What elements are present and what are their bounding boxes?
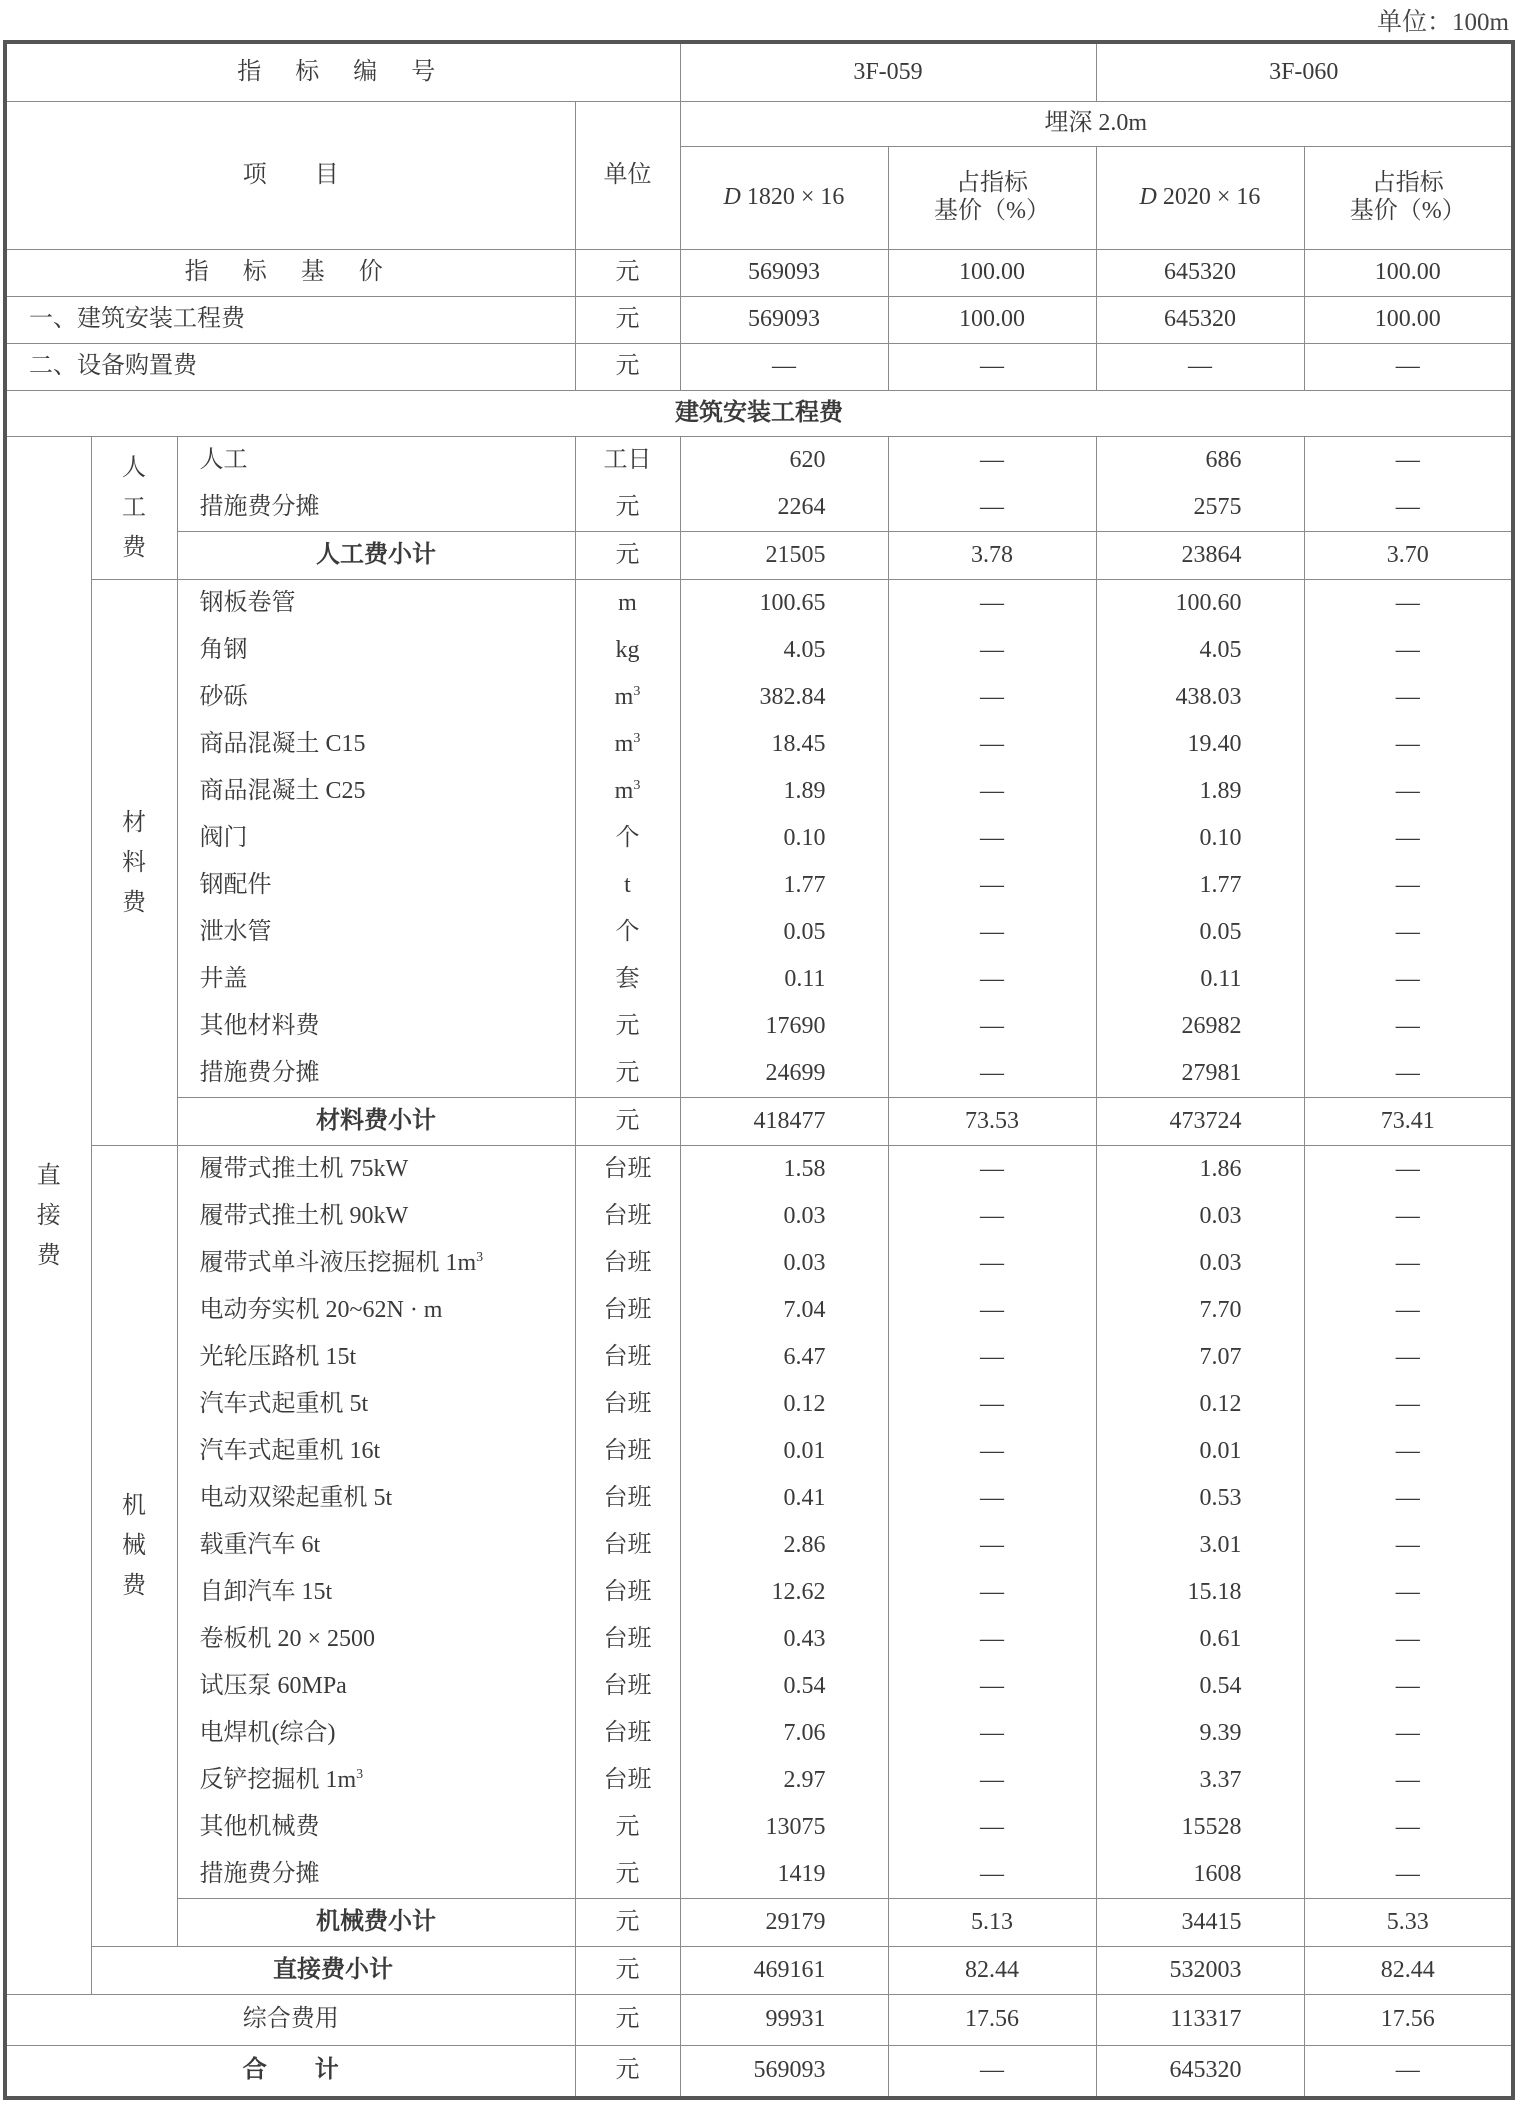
comprehensive-row-label: 综合费用 [5,1995,575,2046]
pct-1: — [888,862,1096,909]
pct-1: — [888,721,1096,768]
table-row [5,1522,1513,1569]
value-1: 1.89 [680,768,888,815]
item-unit: 元 [575,1804,680,1851]
value-1: 1.58 [680,1146,888,1194]
item-unit: 元 [575,1003,680,1050]
value-1: 7.04 [680,1287,888,1334]
value-2: 7.07 [1096,1334,1304,1381]
item-name: 其他机械费 [177,1804,575,1851]
value-1: 13075 [680,1804,888,1851]
header-row-codes [5,42,1513,102]
value-1: 0.03 [680,1193,888,1240]
table-row [5,1851,1513,1899]
value-1: 2.86 [680,1522,888,1569]
total-row: 合 计 元 569093 — 645320 — [5,2046,1513,2099]
pct-1: — [888,1851,1096,1899]
pct-2-header: 占指标 基价（%） [1304,147,1513,250]
table-row [5,909,1513,956]
table-row [5,815,1513,862]
pct-1: — [888,768,1096,815]
comprehensive-row: 综合费用 元 99931 17.56 113317 17.56 [5,1995,1513,2046]
value-1: 7.06 [680,1710,888,1757]
table-row [5,1569,1513,1616]
value-1: 2.97 [680,1757,888,1804]
subtotal-label: 人工费小计 [177,532,575,580]
table-row [5,1381,1513,1428]
cost-index-table [3,40,1515,2100]
depth-header: 埋深 2.0m [680,102,1513,147]
pct-2: — [1304,1050,1513,1098]
pct-1: — [888,909,1096,956]
value-2: 1.89 [1096,768,1304,815]
table-row-equipment: 二、设备购置费 元 — — — — [5,344,1513,391]
value-2: 15.18 [1096,1569,1304,1616]
pct-2: — [1304,1522,1513,1569]
pct-1: — [888,1757,1096,1804]
pct-1: — [888,1710,1096,1757]
value-2: 0.03 [1096,1240,1304,1287]
table-row [5,1146,1513,1194]
value-2: 0.53 [1096,1475,1304,1522]
value-2: 9.39 [1096,1710,1304,1757]
value-1: 0.11 [680,956,888,1003]
value-1: 2264 [680,484,888,532]
table-row-base-price: 指 标 基 价 元 569093 100.00 645320 100.00 [5,250,1513,297]
pct-2: — [1304,580,1513,628]
pct-2: — [1304,721,1513,768]
pct-2: — [1304,956,1513,1003]
machinery-group-label: 机 械 费 [91,1146,177,1947]
table-row [5,956,1513,1003]
code-1: 3F-059 [680,42,1096,102]
item-name: 载重汽车 6t [177,1522,575,1569]
item-unit: 台班 [575,1710,680,1757]
item-name: 商品混凝土 C25 [177,768,575,815]
pct-1: — [888,674,1096,721]
cost-body [5,437,1513,2099]
value-1: 100.65 [680,580,888,628]
value-2: 0.05 [1096,909,1304,956]
item-unit: 元 [575,1851,680,1899]
table-row [5,1334,1513,1381]
pct-2: — [1304,1851,1513,1899]
unit-note: 单位：100m [1377,9,1509,36]
value-2: 0.03 [1096,1193,1304,1240]
item-unit: $m^3$ [575,674,680,721]
item-name: 自卸汽车 15t [177,1569,575,1616]
value-1: 0.54 [680,1663,888,1710]
total-row-label: 合 计 [5,2046,575,2099]
item-unit: $m^3$ [575,721,680,768]
value-1: 0.12 [680,1381,888,1428]
item-name: 人工 [177,437,575,485]
pct-1: — [888,437,1096,485]
item-unit: 台班 [575,1287,680,1334]
table-row [5,1193,1513,1240]
item-name: 阀门 [177,815,575,862]
pct-2: — [1304,1287,1513,1334]
value-2: 686 [1096,437,1304,485]
labor-subtotal-row: 人工费小计 元 21505 3.78 23864 3.70 [5,532,1513,580]
item-name: 措施费分摊 [177,484,575,532]
pct-1: — [888,1240,1096,1287]
table-row [5,1475,1513,1522]
item-name: 履带式单斗液压挖掘机 $1m^3$ [177,1240,575,1287]
item-unit: 台班 [575,1475,680,1522]
subtotal-label: 机械费小计 [177,1899,575,1947]
pct-2: — [1304,1428,1513,1475]
item-unit: $m^3$ [575,768,680,815]
item-unit: 工日 [575,437,680,485]
table-row [5,1287,1513,1334]
value-2: 1.77 [1096,862,1304,909]
value-2: 2575 [1096,484,1304,532]
table-row [5,674,1513,721]
item-unit: 元 [575,484,680,532]
table-row [5,721,1513,768]
item-name: 泄水管 [177,909,575,956]
spec-1-header: D 1820 × 16 [680,147,888,250]
value-2: 1608 [1096,1851,1304,1899]
item-unit: 台班 [575,1757,680,1804]
value-1: 0.05 [680,909,888,956]
header-row-depth [5,102,1513,147]
table-row [5,1428,1513,1475]
pct-1: — [888,956,1096,1003]
value-2: 0.12 [1096,1381,1304,1428]
pct-2: — [1304,1569,1513,1616]
value-2: 19.40 [1096,721,1304,768]
item-name: 商品混凝土 C15 [177,721,575,768]
item-unit: 台班 [575,1663,680,1710]
pct-1: — [888,1616,1096,1663]
value-1: 0.43 [680,1616,888,1663]
table-row [5,1616,1513,1663]
table-row [5,1757,1513,1804]
item-unit: 台班 [575,1240,680,1287]
materials-group-label: 材 料 费 [91,580,177,1146]
item-name: 光轮压路机 15t [177,1334,575,1381]
table-row [5,862,1513,909]
value-1: 0.01 [680,1428,888,1475]
subtotal-label: 材料费小计 [177,1098,575,1146]
item-unit: 元 [575,1050,680,1098]
pct-1: — [888,1146,1096,1194]
value-1: 620 [680,437,888,485]
item-unit: 台班 [575,1428,680,1475]
value-1: 0.41 [680,1475,888,1522]
value-2: 1.86 [1096,1146,1304,1194]
pct-1: — [888,1804,1096,1851]
value-1: 24699 [680,1050,888,1098]
value-1: 4.05 [680,627,888,674]
materials-subtotal-row: 材料费小计 元 418477 73.53 473724 73.41 [5,1098,1513,1146]
value-2: 4.05 [1096,627,1304,674]
pct-1: — [888,1381,1096,1428]
value-2: 0.11 [1096,956,1304,1003]
table-row [5,1804,1513,1851]
item-unit: 台班 [575,1193,680,1240]
pct-1: — [888,1334,1096,1381]
table-row [5,627,1513,674]
table-row [5,1710,1513,1757]
table-row [5,1663,1513,1710]
item-unit: 台班 [575,1381,680,1428]
pct-2: — [1304,1193,1513,1240]
value-2: 0.01 [1096,1428,1304,1475]
pct-1: — [888,1428,1096,1475]
item-name: 电动双梁起重机 5t [177,1475,575,1522]
pct-1: — [888,815,1096,862]
item-name: 汽车式起重机 16t [177,1428,575,1475]
item-name: 电焊机(综合) [177,1710,575,1757]
labor-group-label: 人 工 费 [91,437,177,580]
item-unit: 台班 [575,1616,680,1663]
direct-cost-label: 直 接 费 [5,437,91,1995]
table-row [5,768,1513,815]
item-unit: kg [575,627,680,674]
pct-2: — [1304,627,1513,674]
table-row [5,1050,1513,1098]
pct-2: — [1304,768,1513,815]
value-2: 15528 [1096,1804,1304,1851]
section-title-row [5,391,1513,437]
value-2: 27981 [1096,1050,1304,1098]
value-1: 6.47 [680,1334,888,1381]
pct-2: — [1304,1475,1513,1522]
value-1: 0.10 [680,815,888,862]
value-1: 382.84 [680,674,888,721]
pct-1: — [888,1287,1096,1334]
direct-subtotal-row: 直接费小计 元 469161 82.44 532003 82.44 [5,1947,1513,1995]
value-1: 12.62 [680,1569,888,1616]
pct-2: — [1304,909,1513,956]
item-name: 电动夯实机 20~62N · m [177,1287,575,1334]
table-row [5,484,1513,532]
item-unit: 台班 [575,1334,680,1381]
item-unit: 套 [575,956,680,1003]
spec-2-header: D 2020 × 16 [1096,147,1304,250]
item-unit: 个 [575,909,680,956]
pct-2: — [1304,437,1513,485]
table-row [5,1003,1513,1050]
value-2: 100.60 [1096,580,1304,628]
value-2: 0.54 [1096,1663,1304,1710]
item-header: 项 目 [5,102,575,250]
unit-header: 单位 [575,102,680,250]
item-unit: 个 [575,815,680,862]
table-row [5,1240,1513,1287]
item-name: 钢板卷管 [177,580,575,628]
pct-2: — [1304,484,1513,532]
section-title: 建筑安装工程费 [5,391,1513,437]
pct-1: — [888,1569,1096,1616]
pct-1: — [888,580,1096,628]
pct-2: — [1304,862,1513,909]
item-unit: 台班 [575,1146,680,1194]
pct-2: — [1304,1804,1513,1851]
value-1: 17690 [680,1003,888,1050]
pct-2: — [1304,1757,1513,1804]
pct-2: — [1304,1146,1513,1194]
table-row [5,437,1513,485]
item-unit: m [575,580,680,628]
value-1: 18.45 [680,721,888,768]
table-row-construction: 一、建筑安装工程费 元 569093 100.00 645320 100.00 [5,297,1513,344]
item-name: 试压泵 60MPa [177,1663,575,1710]
item-name: 卷板机 20 × 2500 [177,1616,575,1663]
value-1: 1419 [680,1851,888,1899]
value-1: 1.77 [680,862,888,909]
pct-2: — [1304,1003,1513,1050]
item-name: 其他材料费 [177,1003,575,1050]
item-name: 履带式推土机 75kW [177,1146,575,1194]
index-no-label: 指 标 编 号 [5,42,680,102]
item-name: 钢配件 [177,862,575,909]
item-name: 汽车式起重机 5t [177,1381,575,1428]
pct-2: — [1304,1616,1513,1663]
pct-2: — [1304,1381,1513,1428]
value-2: 0.10 [1096,815,1304,862]
table-row [5,580,1513,628]
value-2: 3.01 [1096,1522,1304,1569]
pct-2: — [1304,1663,1513,1710]
pct-1: — [888,1193,1096,1240]
pct-1: — [888,1475,1096,1522]
machinery-subtotal-row: 机械费小计 元 29179 5.13 34415 5.33 [5,1899,1513,1947]
direct-subtotal-label: 直接费小计 [91,1947,575,1995]
item-name: 措施费分摊 [177,1851,575,1899]
pct-2: — [1304,1240,1513,1287]
value-2: 7.70 [1096,1287,1304,1334]
item-name: 反铲挖掘机 $1m^3$ [177,1757,575,1804]
item-name: 井盖 [177,956,575,1003]
value-2: 438.03 [1096,674,1304,721]
item-unit: 台班 [575,1569,680,1616]
item-name: 角钢 [177,627,575,674]
item-name: 砂砾 [177,674,575,721]
value-2: 0.61 [1096,1616,1304,1663]
code-2: 3F-060 [1096,42,1513,102]
item-unit: t [575,862,680,909]
item-name: 履带式推土机 90kW [177,1193,575,1240]
value-1: 0.03 [680,1240,888,1287]
pct-1: — [888,1050,1096,1098]
pct-1: — [888,1663,1096,1710]
pct-1-header: 占指标 基价（%） [888,147,1096,250]
value-2: 3.37 [1096,1757,1304,1804]
pct-2: — [1304,674,1513,721]
item-unit: 台班 [575,1522,680,1569]
pct-1: — [888,484,1096,532]
pct-2: — [1304,815,1513,862]
item-name: 措施费分摊 [177,1050,575,1098]
pct-1: — [888,1522,1096,1569]
pct-1: — [888,627,1096,674]
pct-2: — [1304,1710,1513,1757]
value-2: 26982 [1096,1003,1304,1050]
pct-2: — [1304,1334,1513,1381]
pct-1: — [888,1003,1096,1050]
